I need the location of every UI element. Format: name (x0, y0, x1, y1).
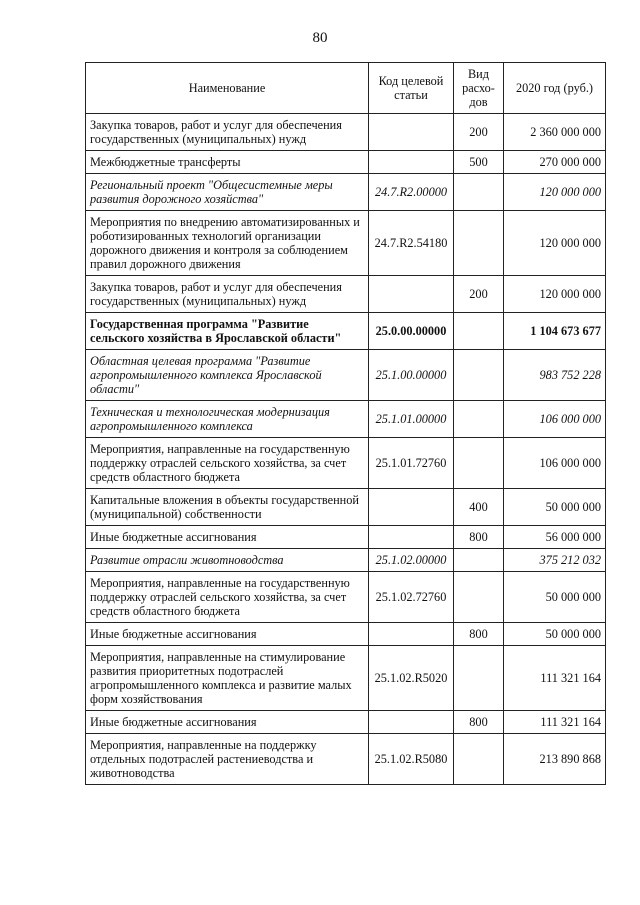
table-row (86, 401, 606, 438)
row-code (369, 489, 454, 526)
row-expense-type: 800 (454, 623, 504, 646)
table-row (86, 313, 606, 350)
row-name: Мероприятия, направленные на поддержку отдельных подотраслей растениеводства и животноводства (86, 734, 369, 785)
budget-table (85, 62, 606, 785)
table-header-row (86, 63, 606, 114)
row-code: 25.1.00.00000 (369, 350, 454, 401)
table-row (86, 438, 606, 489)
header-name: Наименование (86, 63, 369, 114)
row-code: 25.1.01.72760 (369, 438, 454, 489)
header-amount: 2020 год (руб.) (504, 63, 606, 114)
row-name: Межбюджетные трансферты (86, 151, 369, 174)
row-code (369, 151, 454, 174)
table-row (86, 114, 606, 151)
row-expense-type: 400 (454, 489, 504, 526)
table-row (86, 549, 606, 572)
row-name: Мероприятия по внедрению автоматизированных и роботизированных технологий организации дорожного движения и контроля за соблюдением правил дорожного движения (86, 211, 369, 276)
row-name: Региональный проект "Общесистемные меры развития дорожного хозяйства" (86, 174, 369, 211)
table-row (86, 734, 606, 785)
table-row (86, 711, 606, 734)
row-expense-type: 200 (454, 276, 504, 313)
row-amount: 120 000 000 (504, 211, 606, 276)
row-amount: 983 752 228 (504, 350, 606, 401)
row-expense-type: 800 (454, 526, 504, 549)
row-code: 24.7.R2.54180 (369, 211, 454, 276)
row-code: 25.1.01.00000 (369, 401, 454, 438)
row-code (369, 711, 454, 734)
row-amount: 270 000 000 (504, 151, 606, 174)
row-expense-type (454, 734, 504, 785)
header-type: Вид расхо-дов (454, 63, 504, 114)
row-code: 25.1.02.72760 (369, 572, 454, 623)
row-code (369, 526, 454, 549)
row-expense-type (454, 174, 504, 211)
row-name: Иные бюджетные ассигнования (86, 623, 369, 646)
row-amount: 56 000 000 (504, 526, 606, 549)
row-name: Техническая и технологическая модернизация агропромышленного комплекса (86, 401, 369, 438)
row-expense-type (454, 438, 504, 489)
row-code: 25.1.02.00000 (369, 549, 454, 572)
page-number: 80 (312, 30, 328, 46)
row-amount: 375 212 032 (504, 549, 606, 572)
row-code: 25.1.02.R5020 (369, 646, 454, 711)
row-amount: 106 000 000 (504, 401, 606, 438)
row-name: Мероприятия, направленные на государственную поддержку отраслей сельского хозяйства, за счет средств областного бюджета (86, 438, 369, 489)
row-name: Капитальные вложения в объекты государственной (муниципальной) собственности (86, 489, 369, 526)
row-name: Государственная программа "Развитие сельского хозяйства в Ярославской области" (86, 313, 369, 350)
row-name: Иные бюджетные ассигнования (86, 711, 369, 734)
row-expense-type: 500 (454, 151, 504, 174)
table-body (86, 114, 606, 785)
row-amount: 111 321 164 (504, 711, 606, 734)
row-code (369, 276, 454, 313)
row-code: 25.0.00.00000 (369, 313, 454, 350)
row-code: 25.1.02.R5080 (369, 734, 454, 785)
table-row (86, 489, 606, 526)
header-code: Код целевой статьи (369, 63, 454, 114)
row-amount: 50 000 000 (504, 623, 606, 646)
table-row (86, 526, 606, 549)
table-row (86, 572, 606, 623)
row-amount: 106 000 000 (504, 438, 606, 489)
table-row (86, 276, 606, 313)
row-expense-type (454, 646, 504, 711)
row-amount: 120 000 000 (504, 276, 606, 313)
row-amount: 213 890 868 (504, 734, 606, 785)
table-row (86, 623, 606, 646)
row-expense-type: 800 (454, 711, 504, 734)
row-amount: 50 000 000 (504, 489, 606, 526)
table-row (86, 350, 606, 401)
row-amount: 111 321 164 (504, 646, 606, 711)
row-amount: 2 360 000 000 (504, 114, 606, 151)
row-name: Закупка товаров, работ и услуг для обеспечения государственных (муниципальных) нужд (86, 114, 369, 151)
row-expense-type (454, 401, 504, 438)
row-name: Иные бюджетные ассигнования (86, 526, 369, 549)
row-expense-type: 200 (454, 114, 504, 151)
table-row (86, 646, 606, 711)
row-name: Закупка товаров, работ и услуг для обеспечения государственных (муниципальных) нужд (86, 276, 369, 313)
table-row (86, 211, 606, 276)
row-expense-type (454, 350, 504, 401)
table-row (86, 151, 606, 174)
row-expense-type (454, 211, 504, 276)
row-expense-type (454, 572, 504, 623)
row-code: 24.7.R2.00000 (369, 174, 454, 211)
row-name: Мероприятия, направленные на стимулирование развития приоритетных подотраслей агропромышленного комплекса и развитие малых форм хозяйствования (86, 646, 369, 711)
row-code (369, 623, 454, 646)
row-amount: 50 000 000 (504, 572, 606, 623)
row-name: Развитие отрасли животноводства (86, 549, 369, 572)
table-row (86, 174, 606, 211)
row-amount: 1 104 673 677 (504, 313, 606, 350)
row-code (369, 114, 454, 151)
row-expense-type (454, 549, 504, 572)
row-name: Мероприятия, направленные на государственную поддержку отраслей сельского хозяйства, за счет средств областного бюджета (86, 572, 369, 623)
row-name: Областная целевая программа "Развитие агропромышленного комплекса Ярославской области" (86, 350, 369, 401)
row-expense-type (454, 313, 504, 350)
row-amount: 120 000 000 (504, 174, 606, 211)
